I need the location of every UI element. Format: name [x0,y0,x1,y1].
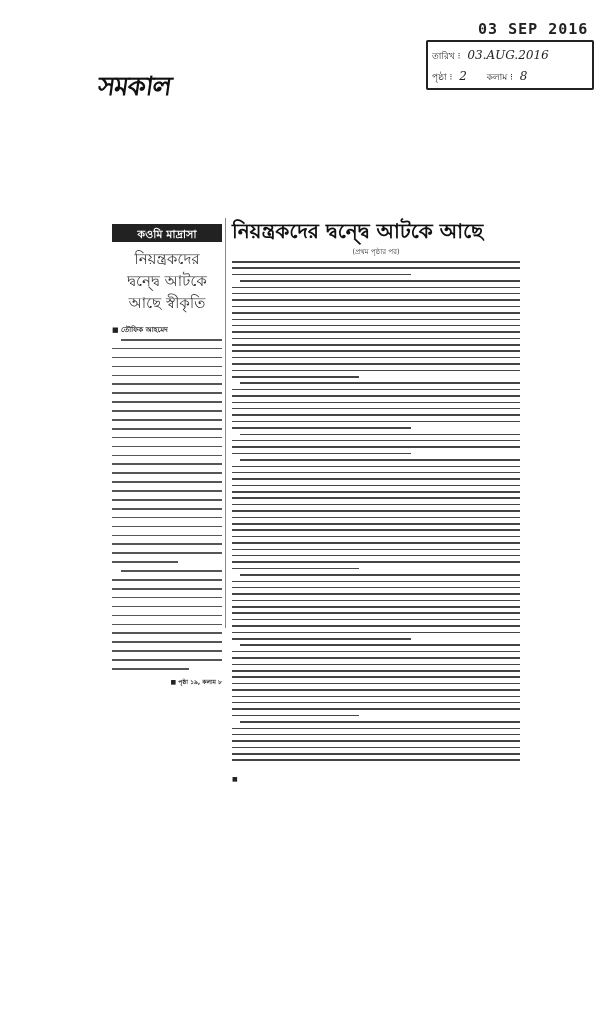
left-body-text [112,339,222,670]
left-heading-line: দ্বন্দ্বে আটকে [127,272,207,290]
stamp-date-value: 03.AUG.2016 [467,48,549,62]
archive-date-stamp: 03 SEP 2016 [478,20,589,38]
left-continuation-note: ■ পৃষ্ঠা ১৯, কলাম ৮ [170,678,222,686]
stamp-page-row: পৃষ্ঠা ⁝ 2 কলাম ⁝ 8 [432,69,528,83]
article-paragraph [232,574,520,639]
byline: ■ তৌফিক আহমেদ [112,326,168,334]
article-paragraph [232,382,520,428]
main-article-heading: নিয়ন্ত্রকদের দ্বন্দ্বে আটকে আছে [232,219,484,243]
stamp-page-label: পৃষ্ঠা [432,73,447,83]
article-paragraph [232,644,520,716]
column-divider [225,218,226,628]
newspaper-masthead: সমকাল [96,72,173,102]
archive-index-stamp [426,40,594,90]
article-end-mark: ■ [232,775,238,783]
stamp-date-row: তারিখ ⁝ 03.AUG.2016 [432,48,549,62]
main-article [232,218,520,785]
left-heading [112,248,222,314]
left-column-summary [112,224,222,688]
stamp-column-label: কলাম [486,73,508,83]
stamp-page-value: 2 [459,69,467,83]
article-paragraph [232,459,520,569]
stamp-date-label: তারিখ [432,52,455,62]
continued-from-note: (প্রথম পৃষ্ঠার পর) [352,248,400,256]
left-heading-line: নিয়ন্ত্রকদের [134,250,200,268]
left-heading-line: আছে স্বীকৃতি [128,294,206,312]
article-paragraph [232,434,520,455]
category-label: কওমি মাদ্রাসা [112,224,222,242]
article-paragraph [232,261,520,378]
article-paragraph [232,721,520,785]
stamp-column-value: 8 [519,69,528,83]
